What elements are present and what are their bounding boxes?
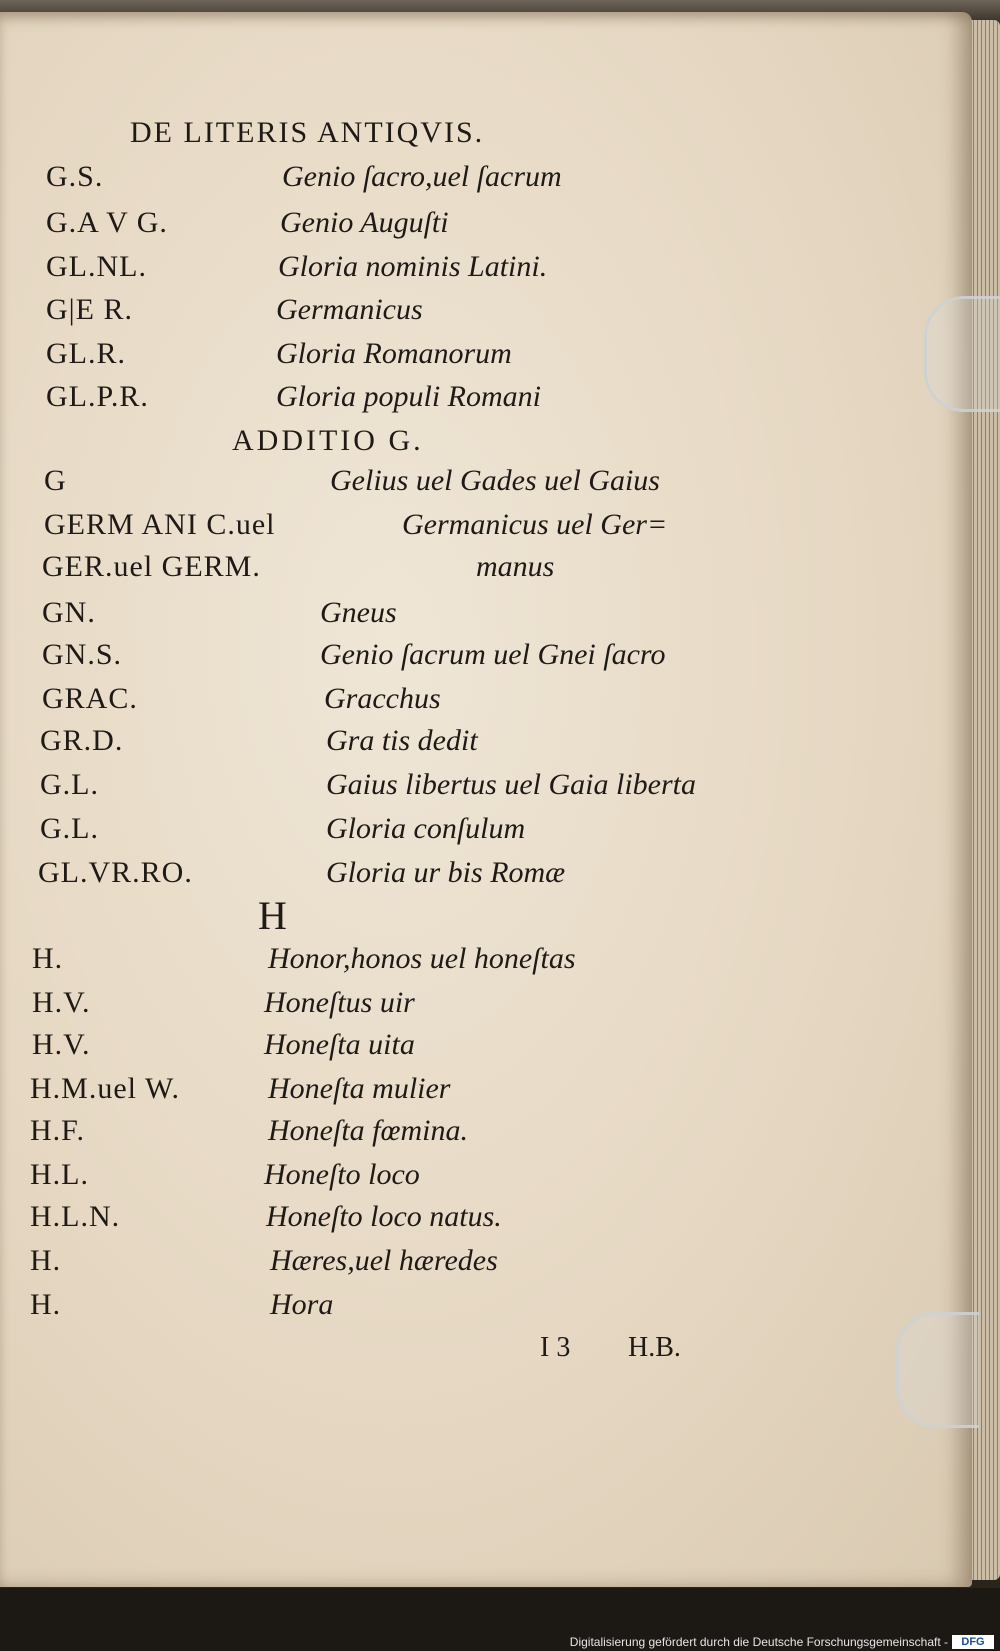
entry-expansion: Gneus [320,596,397,629]
entry-expansion: Germanicus uel Ger= [402,508,668,541]
entry-abbreviation: G.L. [40,768,99,801]
entry-expansion: Gra tis dedit [326,724,478,757]
book-page [0,12,972,1587]
entry-abbreviation: H.V. [32,986,91,1019]
entry-abbreviation: GER.uel GERM. [42,550,261,583]
entry-expansion: Genio Auguſti [280,206,449,239]
entry-abbreviation: H. [30,1244,62,1277]
entry-expansion: Honeſta uita [264,1028,415,1061]
entry-abbreviation: GR.D. [40,724,124,757]
additio-heading: ADDITIO G. [232,424,424,457]
entry-expansion: Gloria nominis Latini. [278,250,548,283]
entry-expansion: Gracchus [324,682,441,715]
entry-expansion: Gloria ur bis Romæ [326,856,566,889]
entry-abbreviation: H.V. [32,1028,91,1061]
entry-abbreviation: H.F. [30,1114,85,1147]
entry-abbreviation: H.L.N. [30,1200,121,1233]
entry-expansion: Honeſto loco natus. [266,1200,502,1233]
entry-abbreviation: H.L. [30,1158,89,1191]
entry-expansion: Genio ſacrum uel Gnei ſacro [320,638,666,671]
entry-abbreviation: GN.S. [42,638,123,671]
page-clip-bottom [896,1312,979,1428]
entry-expansion: Honeſta mulier [268,1072,451,1105]
entry-expansion: Honeſtus uir [264,986,415,1019]
entry-abbreviation: H. [32,942,64,975]
dfg-logo: DFG [952,1635,994,1649]
entry-expansion: Hæres,uel hæredes [270,1244,498,1277]
entry-expansion: Honor,honos uel honeſtas [268,942,576,975]
entry-abbreviation: G.A V G. [46,206,168,239]
entry-abbreviation: GRAC. [42,682,138,715]
entry-abbreviation: G.L. [40,812,99,845]
entry-abbreviation: H. [30,1288,62,1321]
entry-expansion: Gloria Romanorum [276,337,512,370]
entry-abbreviation: G.S. [46,160,104,193]
entry-expansion: Hora [270,1288,334,1321]
entry-expansion: Genio ſacro,uel ſacrum [282,160,562,193]
signature-mark: I 3 [540,1332,571,1363]
entry-abbreviation: GL.P.R. [46,380,149,413]
section-h-heading: H [258,893,287,938]
page-clip-top [924,296,1000,412]
entry-abbreviation: G [44,464,67,497]
credit-text: Digitalisierung gefördert durch die Deutsche Forschungsgemeinschaft - [569,1635,948,1649]
entry-expansion: Honeſta fœmina. [268,1114,468,1147]
entry-expansion: Gaius libertus uel Gaia liberta [326,768,696,801]
entry-expansion: manus [476,550,555,583]
catchword: H.B. [628,1332,681,1363]
entry-expansion: Germanicus [276,293,423,326]
entry-expansion: Honeſto loco [264,1158,420,1191]
entry-abbreviation: GL.NL. [46,250,147,283]
entry-abbreviation: G|E R. [46,293,134,326]
entry-expansion: Gloria populi Romani [276,380,542,413]
entry-abbreviation: H.M.uel W. [30,1072,181,1105]
entry-abbreviation: GL.VR.RO. [38,856,193,889]
entry-expansion: Gloria conſulum [326,812,526,845]
entry-abbreviation: GL.R. [46,337,126,370]
entry-abbreviation: GERM ANI C.uel [44,508,276,541]
entry-expansion: Gelius uel Gades uel Gaius [330,464,660,497]
running-title: DE LITERIS ANTIQVIS. [130,116,485,149]
entry-abbreviation: GN. [42,596,96,629]
